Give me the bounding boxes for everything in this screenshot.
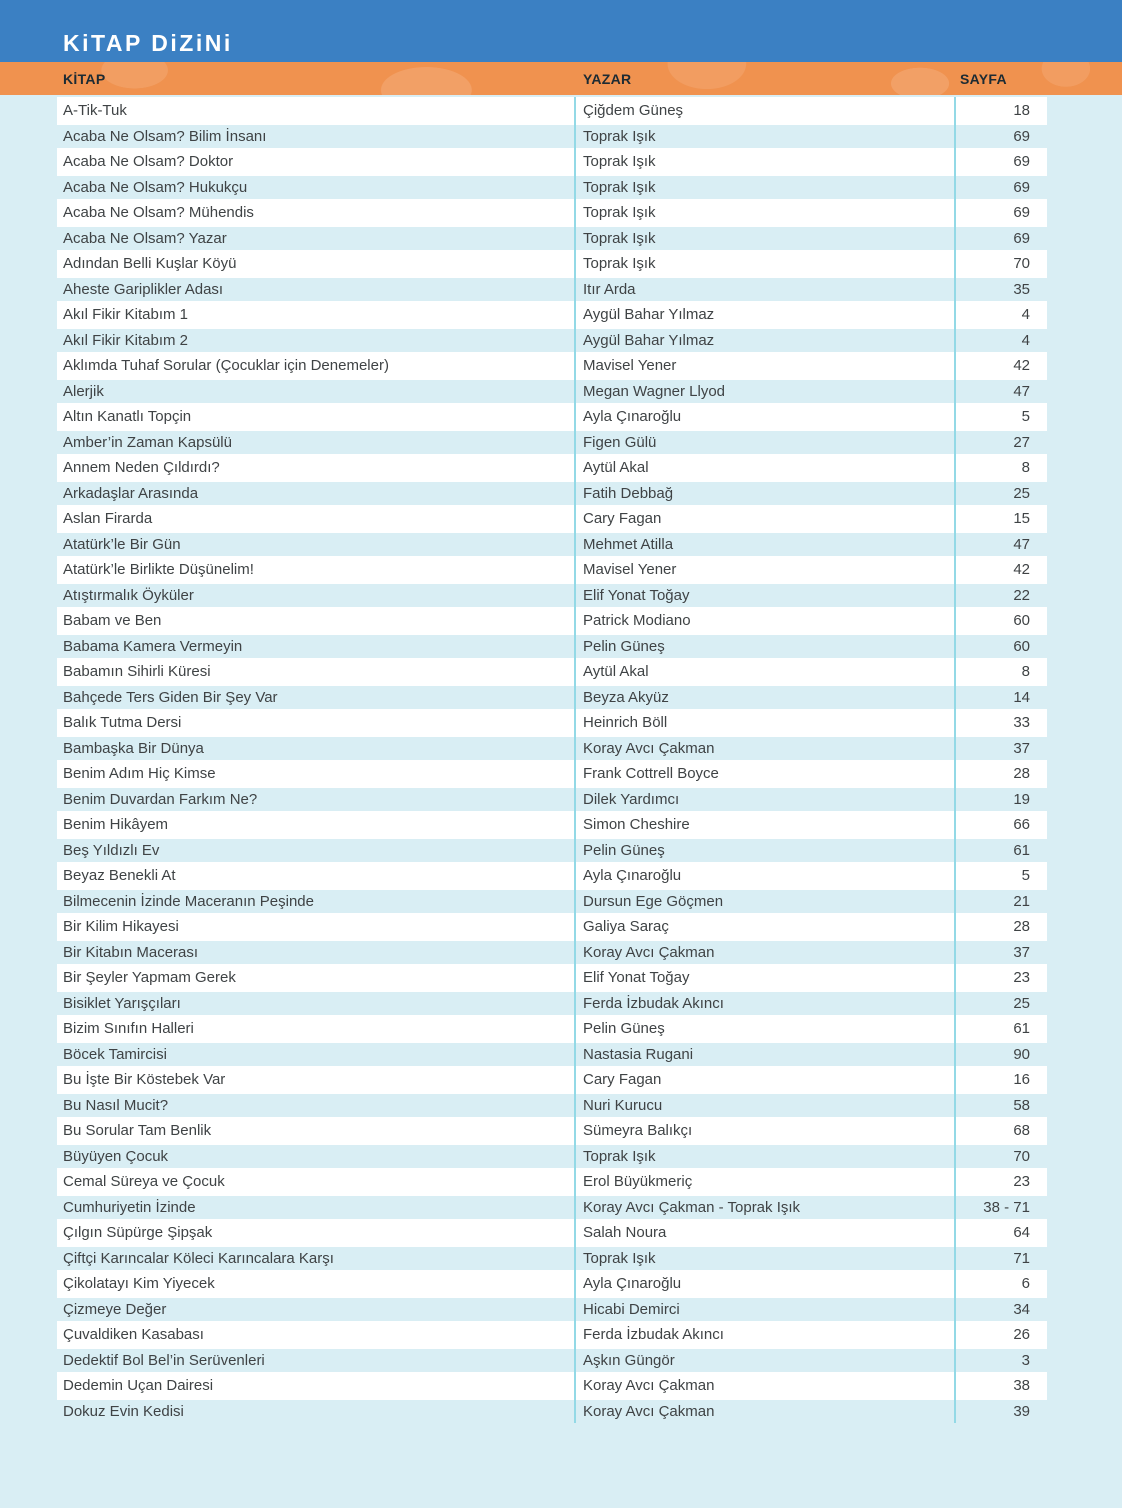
- page-number-cell: 27: [1013, 433, 1030, 451]
- author-cell: Cary Fagan: [583, 510, 662, 528]
- page-number-cell: 69: [1013, 204, 1030, 222]
- page-number-cell: 70: [1013, 255, 1030, 273]
- table-row: [57, 1321, 1047, 1347]
- table-row: [57, 276, 1047, 302]
- author-cell: Çiğdem Güneş: [583, 102, 684, 120]
- book-title-cell: Alerjik: [63, 382, 104, 400]
- book-title-cell: Dedektif Bol Bel’in Serüvenleri: [63, 1351, 265, 1369]
- table-row: [57, 531, 1047, 557]
- book-title-cell: Bir Kitabın Macerası: [63, 943, 199, 961]
- page-number-cell: 28: [1013, 765, 1030, 783]
- author-cell: Mavisel Yener: [583, 561, 677, 579]
- table-row: [57, 582, 1047, 608]
- book-title-cell: Bizim Sınıfın Halleri: [63, 1020, 194, 1038]
- table-row: [57, 760, 1047, 786]
- page-number-cell: 14: [1013, 688, 1030, 706]
- column-divider-yazar-sayfa: [954, 97, 956, 1423]
- page-number-cell: 22: [1013, 586, 1030, 604]
- table-row: [57, 352, 1047, 378]
- page-number-cell: 61: [1013, 1020, 1030, 1038]
- book-title-cell: Bir Şeyler Yapmam Gerek: [63, 969, 236, 987]
- book-title-cell: Benim Hikâyem: [63, 816, 169, 834]
- book-title-cell: Beş Yıldızlı Ev: [63, 841, 160, 859]
- author-cell: Figen Gülü: [583, 433, 657, 451]
- page-number-cell: 28: [1013, 918, 1030, 936]
- column-header-kitap: KİTAP: [63, 70, 106, 87]
- table-row: [57, 1296, 1047, 1322]
- page-number-cell: 6: [1021, 1275, 1030, 1293]
- book-title-cell: Dedemin Uçan Dairesi: [63, 1377, 214, 1395]
- book-title-cell: Atatürk’le Birlikte Düşünelim!: [63, 561, 254, 579]
- author-cell: Mavisel Yener: [583, 357, 677, 375]
- page-number-cell: 23: [1013, 969, 1030, 987]
- book-title-cell: Acaba Ne Olsam? Hukukçu: [63, 178, 248, 196]
- page-number-cell: 61: [1013, 841, 1030, 859]
- page-number-cell: 34: [1013, 1300, 1030, 1318]
- table-row: [57, 199, 1047, 225]
- table-row: [57, 862, 1047, 888]
- author-cell: Koray Avcı Çakman - Toprak Işık: [583, 1198, 801, 1216]
- author-cell: Aytül Akal: [583, 459, 649, 477]
- page-number-cell: 42: [1013, 561, 1030, 579]
- book-title-cell: A-Tik-Tuk: [63, 102, 127, 120]
- page-number-cell: 26: [1013, 1326, 1030, 1344]
- author-cell: Sümeyra Balıkçı: [583, 1122, 693, 1140]
- table-row: [57, 709, 1047, 735]
- page-number-cell: 68: [1013, 1122, 1030, 1140]
- page-number-cell: 69: [1013, 127, 1030, 145]
- page-number-cell: 38 - 71: [983, 1198, 1030, 1216]
- author-cell: Mehmet Atilla: [583, 535, 674, 553]
- book-title-cell: Babam ve Ben: [63, 612, 162, 630]
- book-title-cell: Aslan Firarda: [63, 510, 153, 528]
- book-title-cell: Aheste Gariplikler Adası: [63, 280, 224, 298]
- table-row: [57, 1398, 1047, 1424]
- author-cell: Ferda İzbudak Akıncı: [583, 1326, 724, 1344]
- page-number-cell: 71: [1013, 1249, 1030, 1267]
- page-number-cell: 15: [1013, 510, 1030, 528]
- author-cell: Koray Avcı Çakman: [583, 943, 715, 961]
- book-title-cell: Benim Adım Hiç Kimse: [63, 765, 216, 783]
- author-cell: Elif Yonat Toğay: [583, 586, 690, 604]
- page-number-cell: 38: [1013, 1377, 1030, 1395]
- book-title-cell: Bisiklet Yarışçıları: [63, 994, 181, 1012]
- column-header-sayfa: SAYFA: [960, 70, 1007, 87]
- author-cell: Erol Büyükmeriç: [583, 1173, 693, 1191]
- book-title-cell: Acaba Ne Olsam? Yazar: [63, 229, 227, 247]
- table-row: [57, 556, 1047, 582]
- book-title-cell: Dokuz Evin Kedisi: [63, 1402, 184, 1420]
- table-row: [57, 913, 1047, 939]
- book-title-cell: Cemal Süreya ve Çocuk: [63, 1173, 225, 1191]
- author-cell: Aygül Bahar Yılmaz: [583, 331, 715, 349]
- table-row: [57, 403, 1047, 429]
- author-cell: Dilek Yardımcı: [583, 790, 680, 808]
- book-title-cell: Aklımda Tuhaf Sorular (Çocuklar için Denemeler): [63, 357, 389, 375]
- book-index-table: [57, 97, 1047, 1423]
- author-cell: Ayla Çınaroğlu: [583, 1275, 682, 1293]
- author-cell: Ferda İzbudak Akıncı: [583, 994, 724, 1012]
- table-row: [57, 1347, 1047, 1373]
- page-number-cell: 47: [1013, 382, 1030, 400]
- page-number-cell: 58: [1013, 1096, 1030, 1114]
- page-number-cell: 66: [1013, 816, 1030, 834]
- author-cell: Nastasia Rugani: [583, 1045, 694, 1063]
- book-title-cell: Çizmeye Değer: [63, 1300, 167, 1318]
- page-number-cell: 8: [1021, 459, 1030, 477]
- author-cell: Toprak Işık: [583, 204, 656, 222]
- table-row: [57, 811, 1047, 837]
- table-row: [57, 1015, 1047, 1041]
- page-number-cell: 4: [1021, 331, 1030, 349]
- table-row: [57, 658, 1047, 684]
- page-number-cell: 4: [1021, 306, 1030, 324]
- author-cell: Aşkın Güngör: [583, 1351, 675, 1369]
- book-title-cell: Benim Duvardan Farkım Ne?: [63, 790, 258, 808]
- author-cell: Toprak Işık: [583, 127, 656, 145]
- book-title-cell: Bilmecenin İzinde Maceranın Peşinde: [63, 892, 314, 910]
- author-cell: Simon Cheshire: [583, 816, 690, 834]
- author-cell: Dursun Ege Göçmen: [583, 892, 724, 910]
- table-row: [57, 327, 1047, 353]
- book-title-cell: Balık Tutma Dersi: [63, 714, 182, 732]
- table-row: [57, 607, 1047, 633]
- table-row: [57, 1117, 1047, 1143]
- table-row: [57, 786, 1047, 812]
- book-title-cell: Akıl Fikir Kitabım 1: [63, 306, 189, 324]
- page-number-cell: 18: [1013, 102, 1030, 120]
- book-title-cell: Acaba Ne Olsam? Doktor: [63, 153, 234, 171]
- page-number-cell: 25: [1013, 994, 1030, 1012]
- table-header: [0, 62, 1122, 95]
- book-title-cell: Çikolatayı Kim Yiyecek: [63, 1275, 215, 1293]
- table-row: [57, 939, 1047, 965]
- author-cell: Frank Cottrell Boyce: [583, 765, 719, 783]
- table-row: [57, 454, 1047, 480]
- book-title-cell: Atatürk’le Bir Gün: [63, 535, 181, 553]
- book-title-cell: Çuvaldiken Kasabası: [63, 1326, 204, 1344]
- page-number-cell: 33: [1013, 714, 1030, 732]
- author-cell: Toprak Işık: [583, 1147, 656, 1165]
- page-number-cell: 16: [1013, 1071, 1030, 1089]
- author-cell: Koray Avcı Çakman: [583, 739, 715, 757]
- table-row: [57, 1372, 1047, 1398]
- page-number-cell: 5: [1021, 867, 1030, 885]
- table-row: [57, 1066, 1047, 1092]
- book-title-cell: Beyaz Benekli At: [63, 867, 176, 885]
- author-cell: Koray Avcı Çakman: [583, 1402, 715, 1420]
- page-number-cell: 42: [1013, 357, 1030, 375]
- page-number-cell: 21: [1013, 892, 1030, 910]
- author-cell: Ayla Çınaroğlu: [583, 867, 682, 885]
- table-row: [57, 1219, 1047, 1245]
- book-title-cell: Annem Neden Çıldırdı?: [63, 459, 220, 477]
- book-title-cell: Bu İşte Bir Köstebek Var: [63, 1071, 226, 1089]
- book-title-cell: Büyüyen Çocuk: [63, 1147, 169, 1165]
- author-cell: Toprak Işık: [583, 1249, 656, 1267]
- table-row: [57, 250, 1047, 276]
- page-number-cell: 35: [1013, 280, 1030, 298]
- author-cell: Fatih Debbağ: [583, 484, 674, 502]
- book-title-cell: Amber’in Zaman Kapsülü: [63, 433, 232, 451]
- author-cell: Salah Noura: [583, 1224, 667, 1242]
- author-cell: Toprak Işık: [583, 255, 656, 273]
- book-title-cell: Adından Belli Kuşlar Köyü: [63, 255, 237, 273]
- book-title-cell: Babamın Sihirli Küresi: [63, 663, 211, 681]
- page-title: KiTAP DiZiNi: [63, 30, 233, 56]
- table-row: [57, 123, 1047, 149]
- page-number-cell: 39: [1013, 1402, 1030, 1420]
- table-row: [57, 378, 1047, 404]
- author-cell: Megan Wagner Llyod: [583, 382, 726, 400]
- page-number-cell: 69: [1013, 178, 1030, 196]
- book-title-cell: Bir Kilim Hikayesi: [63, 918, 179, 936]
- book-title-cell: Bambaşka Bir Dünya: [63, 739, 204, 757]
- page-number-cell: 37: [1013, 943, 1030, 961]
- book-title-cell: Arkadaşlar Arasında: [63, 484, 199, 502]
- table-row: [57, 990, 1047, 1016]
- table-row: [57, 1092, 1047, 1118]
- book-title-cell: Çiftçi Karıncalar Köleci Karıncalara Karşı: [63, 1249, 334, 1267]
- column-header-yazar: YAZAR: [583, 70, 632, 87]
- author-cell: Heinrich Böll: [583, 714, 668, 732]
- book-title-cell: Bahçede Ters Giden Bir Şey Var: [63, 688, 278, 706]
- author-cell: Aygül Bahar Yılmaz: [583, 306, 715, 324]
- page-number-cell: 69: [1013, 229, 1030, 247]
- author-cell: Beyza Akyüz: [583, 688, 669, 706]
- author-cell: Pelin Güneş: [583, 841, 665, 859]
- table-row: [57, 97, 1047, 123]
- page-number-cell: 69: [1013, 153, 1030, 171]
- book-title-cell: Bu Sorular Tam Benlik: [63, 1122, 212, 1140]
- table-row: [57, 837, 1047, 863]
- page-number-cell: 8: [1021, 663, 1030, 681]
- book-title-cell: Altın Kanatlı Topçin: [63, 408, 192, 426]
- title-bar: [0, 0, 1122, 62]
- author-cell: Koray Avcı Çakman: [583, 1377, 715, 1395]
- author-cell: Hicabi Demirci: [583, 1300, 680, 1318]
- table-row: [57, 1270, 1047, 1296]
- page-number-cell: 19: [1013, 790, 1030, 808]
- page-number-cell: 5: [1021, 408, 1030, 426]
- page-number-cell: 70: [1013, 1147, 1030, 1165]
- author-cell: Ayla Çınaroğlu: [583, 408, 682, 426]
- author-cell: Toprak Işık: [583, 153, 656, 171]
- table-row: [57, 505, 1047, 531]
- table-row: [57, 429, 1047, 455]
- book-title-cell: Acaba Ne Olsam? Bilim İnsanı: [63, 127, 267, 145]
- author-cell: Galiya Saraç: [583, 918, 669, 936]
- table-row: [57, 1168, 1047, 1194]
- page-number-cell: 47: [1013, 535, 1030, 553]
- table-row: [57, 888, 1047, 914]
- table-row: [57, 1143, 1047, 1169]
- author-cell: Elif Yonat Toğay: [583, 969, 690, 987]
- book-title-cell: Böcek Tamircisi: [63, 1045, 167, 1063]
- author-cell: Pelin Güneş: [583, 637, 665, 655]
- page-number-cell: 90: [1013, 1045, 1030, 1063]
- book-title-cell: Akıl Fikir Kitabım 2: [63, 331, 189, 349]
- table-row: [57, 633, 1047, 659]
- author-cell: Toprak Işık: [583, 178, 656, 196]
- table-row: [57, 480, 1047, 506]
- table-row: [57, 684, 1047, 710]
- book-title-cell: Cumhuriyetin İzinde: [63, 1198, 196, 1216]
- table-row: [57, 148, 1047, 174]
- table-row: [57, 174, 1047, 200]
- book-title-cell: Bu Nasıl Mucit?: [63, 1096, 169, 1114]
- author-cell: Itır Arda: [583, 280, 636, 298]
- column-divider-kitap-yazar: [574, 97, 576, 1423]
- table-row: [57, 301, 1047, 327]
- author-cell: Patrick Modiano: [583, 612, 691, 630]
- book-title-cell: Çılgın Süpürge Şipşak: [63, 1224, 213, 1242]
- page-number-cell: 60: [1013, 612, 1030, 630]
- page-number-cell: 3: [1021, 1351, 1030, 1369]
- author-cell: Pelin Güneş: [583, 1020, 665, 1038]
- author-cell: Nuri Kurucu: [583, 1096, 663, 1114]
- page-number-cell: 37: [1013, 739, 1030, 757]
- author-cell: Toprak Işık: [583, 229, 656, 247]
- table-row: [57, 225, 1047, 251]
- book-title-cell: Acaba Ne Olsam? Mühendis: [63, 204, 254, 222]
- table-row: [57, 1041, 1047, 1067]
- book-title-cell: Atıştırmalık Öyküler: [63, 586, 194, 604]
- table-row: [57, 1245, 1047, 1271]
- table-row: [57, 964, 1047, 990]
- author-cell: Cary Fagan: [583, 1071, 662, 1089]
- page-number-cell: 25: [1013, 484, 1030, 502]
- page-number-cell: 64: [1013, 1224, 1030, 1242]
- table-row: [57, 1194, 1047, 1220]
- author-cell: Aytül Akal: [583, 663, 649, 681]
- page-number-cell: 23: [1013, 1173, 1030, 1191]
- book-title-cell: Babama Kamera Vermeyin: [63, 637, 243, 655]
- page-number-cell: 60: [1013, 637, 1030, 655]
- table-row: [57, 735, 1047, 761]
